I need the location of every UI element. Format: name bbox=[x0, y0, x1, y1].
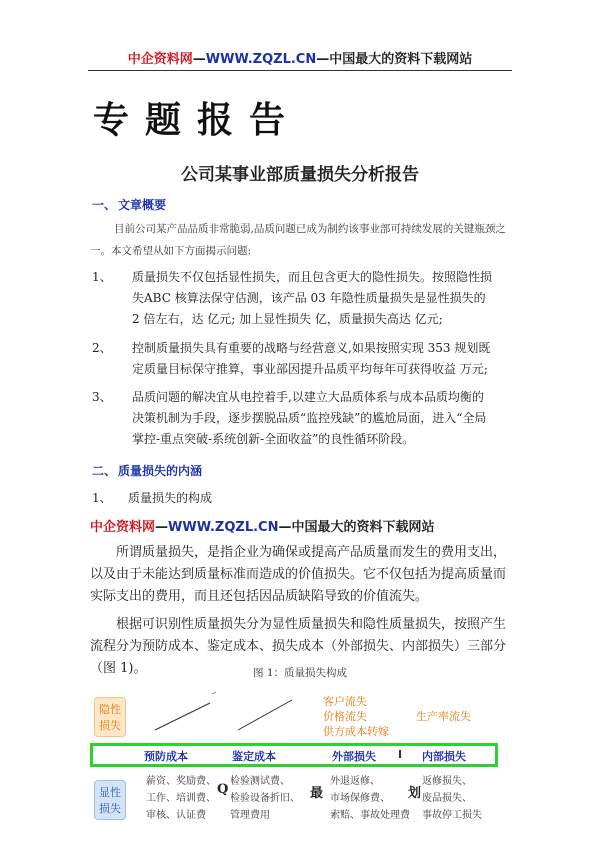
site-header bbox=[0, 48, 600, 67]
list-text: 品质问题的解决宜从电控着手,以建立大品质体系与成本品质均衡的决策机制为手段，逐步摆脱品质“监控残缺”的尴尬局面，进入“全局掌控-重点突破-系统创新-全面收益”的良性循环阶段。 bbox=[132, 390, 487, 446]
header-dash: — bbox=[155, 520, 169, 535]
section-title: 文章概要 bbox=[118, 198, 167, 212]
list-text: 质量损失不仅包括显性损失，而且包含更大的隐性损失。按照隐性损失ABC 核算法保守估测，该产品 03 年隐性质量损失是显性损失的 2 倍左右，达 亿元; 加上显性损失 亿，质量损失高达 亿元; bbox=[132, 270, 493, 326]
fragment-glyph: Q bbox=[217, 782, 229, 797]
list-item bbox=[92, 387, 512, 453]
section-heading-1 bbox=[92, 196, 166, 213]
connector-lines bbox=[150, 688, 310, 738]
list-number: 3、 bbox=[92, 390, 112, 404]
section-number: 二、 bbox=[92, 464, 117, 478]
productivity-loss: 生产率流失 bbox=[416, 710, 471, 723]
prevention-cost-list bbox=[146, 773, 216, 824]
bar-label-internal: 内部损失 bbox=[422, 750, 466, 763]
section-title: 质量损失的内涵 bbox=[118, 464, 203, 478]
header-dash: — bbox=[316, 52, 330, 67]
cost-item: 市场保修费、 bbox=[330, 793, 390, 804]
cost-item: 返修损失、 bbox=[422, 776, 472, 787]
paragraph: 所谓质量损失，是指企业为确保或提高产品质量而发生的费用支出，以及由于未能达到质量标准而造成的价值损失。它不仅包括为提高质量而实际支出的费用，而且还包括因品质缺陷导致的价值流失。 bbox=[90, 545, 507, 604]
list-item bbox=[92, 267, 512, 333]
cost-item: 管理费用 bbox=[230, 810, 270, 821]
header-rule bbox=[88, 70, 512, 71]
cost-item: 废品损失、 bbox=[422, 793, 472, 804]
bar-label-appraisal: 鉴定成本 bbox=[232, 750, 276, 763]
cost-item: 索赔、事故处理费 bbox=[330, 810, 410, 821]
cost-item: 事故停工损失 bbox=[422, 810, 482, 821]
appraisal-cost-list bbox=[230, 773, 300, 824]
big-title: 专题报告 bbox=[93, 100, 302, 141]
internal-cost-list bbox=[422, 773, 482, 824]
subsection-heading bbox=[92, 488, 392, 510]
fragment-glyph: 最 bbox=[310, 786, 324, 801]
fragment-glyph: 划 bbox=[408, 786, 422, 801]
list-number: 1、 bbox=[92, 270, 112, 284]
site-url[interactable]: WWW.ZQZL.CN bbox=[205, 52, 317, 67]
header-dash: — bbox=[192, 52, 206, 67]
site-name: 中企资料网 bbox=[90, 520, 156, 535]
bar-label-external: 外部损失 bbox=[332, 750, 376, 763]
list-text: 控制质量损失具有重要的战略与经营意义,如果按照实现 353 规划既定质量目标保守推算，事业部因提升品质平均每年可获得收益 万元; bbox=[132, 341, 491, 376]
site-url[interactable]: WWW.ZQZL.CN bbox=[168, 520, 279, 535]
intro-line-1: 目前公司某产品品质非常脆弱,品质问题已成为制约该事业部可持续发展的关键瓶颈之 bbox=[114, 223, 506, 235]
cost-item: 工作、培训费、 bbox=[146, 793, 216, 804]
subsection-title: 质量损失的构成 bbox=[128, 491, 213, 505]
connector-line bbox=[238, 700, 292, 730]
header-dash: — bbox=[278, 520, 292, 535]
intro-line-2: 一。本文希望从如下方面揭示问题: bbox=[90, 245, 252, 257]
connector-line bbox=[155, 703, 210, 730]
hidden-loss-list bbox=[323, 694, 389, 739]
hidden-loss-item: 价格流失 bbox=[323, 710, 367, 723]
cost-item: 外退返修、 bbox=[330, 776, 380, 787]
hidden-loss-item: 客户流失 bbox=[323, 695, 367, 708]
section-heading-2 bbox=[92, 462, 202, 479]
site-name: 中企资料网 bbox=[127, 52, 193, 67]
bar-label-prevention: 预防成本 bbox=[144, 750, 188, 763]
subsection-number: 1、 bbox=[92, 491, 112, 505]
cost-item: 审核、认证费 bbox=[146, 810, 206, 821]
section-number: 一、 bbox=[92, 198, 117, 212]
external-cost-list bbox=[330, 773, 410, 824]
watermark-banner bbox=[90, 516, 434, 535]
hidden-loss-item: 供方成本转嫁 bbox=[323, 725, 389, 738]
visible-loss-tag: 显性损失 bbox=[94, 780, 126, 820]
paragraph: 根据可识别性质量损失分为显性质量损失和隐性质量损失，按照产生流程分为预防成本、鉴定成本、损失成本（外部损失、内部损失）三部分（图 1)。 bbox=[90, 617, 507, 676]
hidden-loss-tag: 隐性损失 bbox=[94, 697, 126, 737]
bar-separator: I bbox=[398, 748, 403, 761]
site-slogan: 中国最大的资料下载网站 bbox=[291, 520, 435, 535]
cost-item: 检验测试费、 bbox=[230, 776, 290, 787]
list-number: 2、 bbox=[92, 341, 112, 355]
report-title: 公司某事业部质量损失分析报告 bbox=[181, 165, 419, 185]
cost-item: 薪资、奖励费、 bbox=[146, 776, 216, 787]
connector-tick bbox=[212, 692, 216, 694]
site-slogan: 中国最大的资料下载网站 bbox=[329, 52, 473, 67]
list-item bbox=[92, 338, 512, 382]
figure-caption: 图 1：质量损失构成 bbox=[252, 667, 348, 679]
cost-item: 检验设备折旧、 bbox=[230, 793, 300, 804]
